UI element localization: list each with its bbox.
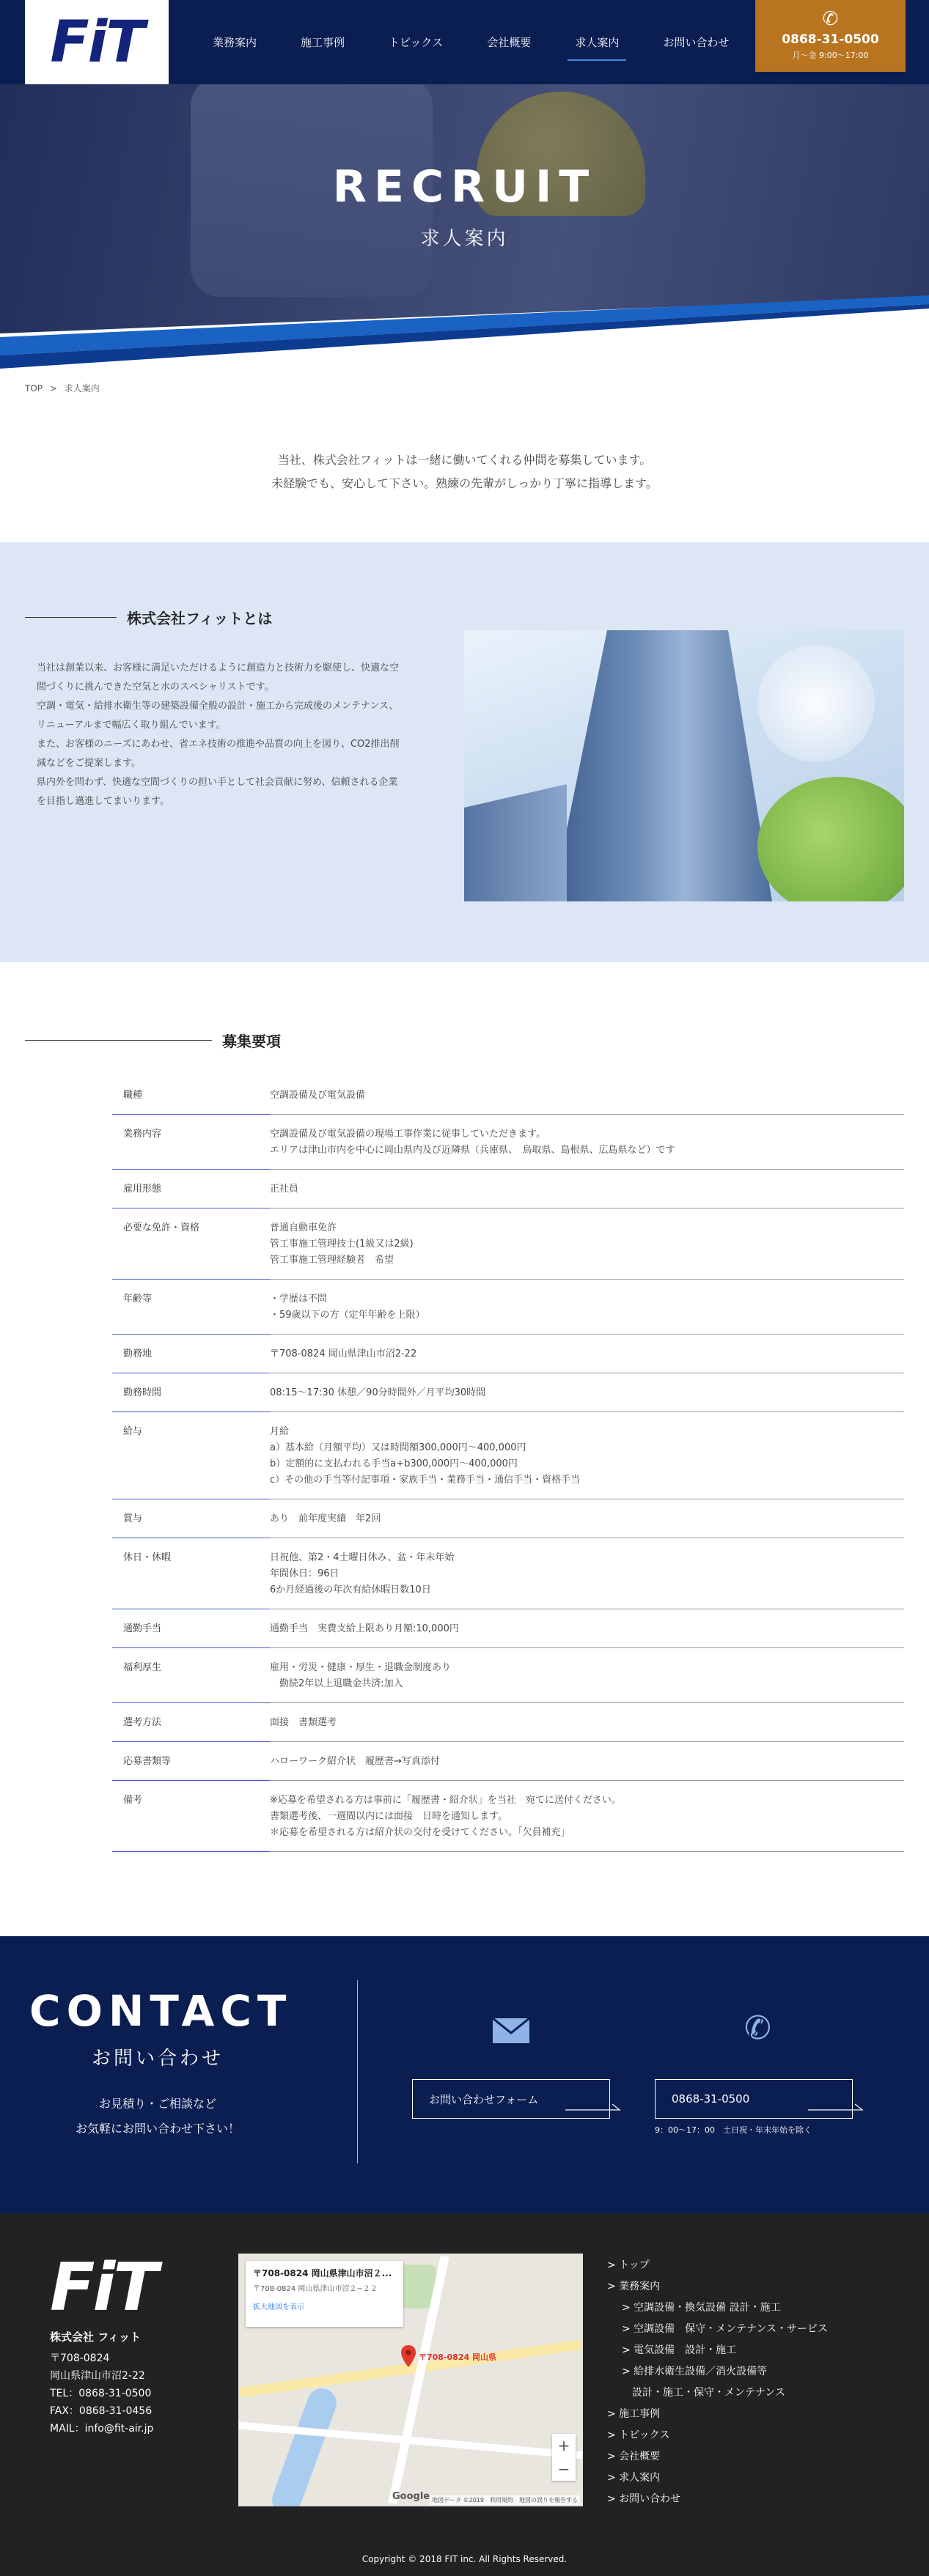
- about-heading: [25, 607, 272, 628]
- recruit-heading-text: 募集要項: [222, 1033, 281, 1050]
- image-glare: [757, 645, 875, 762]
- table-row: [112, 1499, 904, 1538]
- about-line: また、お客様のニーズにあわせ、省エネ技術の推進や品質の向上を図り、CO2排出削: [37, 739, 400, 750]
- row-label: 職種: [112, 1076, 270, 1114]
- row-value-line: 勤続2年以上退職金共済:加入: [270, 1678, 403, 1689]
- row-value: [270, 1742, 904, 1780]
- mail-icon: [493, 2018, 529, 2043]
- row-label: 年齢等: [112, 1280, 270, 1334]
- contact-divider: [357, 1980, 358, 2163]
- contact-section: [0, 1936, 929, 2213]
- table-row: [112, 1170, 904, 1208]
- map-zoom-controls: [552, 2434, 576, 2481]
- heading-line: [25, 1040, 212, 1041]
- table-row: [112, 1115, 904, 1170]
- map-info-card: [246, 2261, 403, 2327]
- map-info-title: 〒708-0824 岡山県津山市沼２...: [253, 2268, 392, 2278]
- footer-link[interactable]: > 業務案内: [607, 2281, 661, 2292]
- row-value: [270, 1538, 904, 1609]
- arrow-right-icon: [565, 2102, 625, 2111]
- contact-desc-line: お気軽にお問い合わせ下さい！: [75, 2122, 240, 2136]
- footer-link[interactable]: > 空調設備・換気設備 設計・施工: [622, 2302, 781, 2314]
- map-pin-icon[interactable]: [401, 2345, 416, 2367]
- row-value-line: ※応募を希望される方は事前に「履歴書・紹介状」を当社 宛てに送付ください。: [270, 1795, 621, 1806]
- footer-links: [607, 2255, 828, 2510]
- recruit-table: [112, 1076, 904, 1852]
- footer-link[interactable]: > トピックス: [607, 2429, 670, 2441]
- row-value-line: b）定額的に支払われる手当a+b300,000円～400,000円: [270, 1458, 518, 1469]
- contact-hours: 9：00～17：00 土日祝・年末年始を除く: [655, 2125, 812, 2135]
- map-pin-label: 〒708-0824 岡山県: [419, 2352, 496, 2362]
- image-tree: [757, 777, 904, 901]
- recruit-heading: [25, 1030, 281, 1051]
- about-line: 当社は創業以来、お客様に満足いただけるように創造力と技術力を駆使し、快適な空: [37, 663, 400, 673]
- row-label: 選考方法: [112, 1703, 270, 1741]
- about-heading-text: 株式会社フィットとは: [127, 610, 273, 627]
- breadcrumb: [25, 382, 104, 394]
- row-value-line: 空調設備及び電気設備: [270, 1090, 366, 1101]
- footer-link[interactable]: > 給排水衛生設備／消火設備等: [622, 2366, 768, 2377]
- footer-link[interactable]: > 電気設備 設計・施工: [622, 2344, 737, 2356]
- about-line: 間づくりに挑んできた空気と水のスペシャリストです。: [37, 682, 274, 693]
- map-info-address: 〒708-0824 岡山県津山市沼２−２２: [253, 2285, 378, 2293]
- map-river: [268, 2385, 340, 2506]
- row-label: 通勤手当: [112, 1609, 270, 1647]
- row-value-line: c）その他の手当等付記事項・家族手当・業務手当・通信手当・資格手当: [270, 1475, 581, 1486]
- row-value: [270, 1115, 904, 1169]
- row-label: 応募書類等: [112, 1742, 270, 1780]
- row-value-line: 書類選考後、一週間以内には面接 日時を通知します。: [270, 1811, 507, 1822]
- row-value: [270, 1609, 904, 1647]
- footer-link[interactable]: > 施工事例: [607, 2408, 661, 2420]
- footer-logo[interactable]: FiT: [50, 2249, 156, 2326]
- about-line: 空調・電気・給排水衛生等の建築設備全般の設計・施工から完成後のメンテナンス、: [37, 701, 399, 712]
- row-value-line: 空調設備及び電気設備の現場工事作業に従事していただきます。: [270, 1129, 546, 1140]
- nav-company[interactable]: 会社概要: [487, 36, 532, 49]
- nav-services[interactable]: 業務案内: [213, 36, 257, 49]
- footer-link[interactable]: > お問い合わせ: [607, 2493, 681, 2505]
- row-value: [270, 1208, 904, 1279]
- hero-title: RECRUIT: [332, 161, 597, 213]
- phone-icon: ✆: [744, 2009, 771, 2047]
- arrow-right-icon: [808, 2102, 868, 2111]
- nav-works[interactable]: 施工事例: [301, 36, 345, 49]
- image-tower: [552, 630, 772, 901]
- row-label: 勤務時間: [112, 1373, 270, 1411]
- logo[interactable]: [25, 0, 169, 84]
- zoom-out-button[interactable]: −: [557, 2460, 570, 2478]
- header-tel-hours: 月～金 9:00～17:00: [792, 51, 869, 60]
- contact-title: CONTACT: [29, 1986, 293, 2036]
- row-value-line: a）基本給（月額平均）又は時間額300,000円～400,000円: [270, 1442, 526, 1453]
- row-value: [270, 1412, 904, 1499]
- row-value-line: 月給: [270, 1426, 290, 1437]
- row-label: 福利厚生: [112, 1648, 270, 1702]
- logo-text: FiT: [50, 9, 144, 75]
- row-value-line: 〒708-0824 岡山県津山市沼2-22: [270, 1348, 417, 1359]
- table-row: [112, 1781, 904, 1852]
- footer-link[interactable]: > 会社概要: [607, 2451, 661, 2462]
- table-row: [112, 1280, 904, 1335]
- about-line: 県内外を問わず、快適な空間づくりの担い手として社会貢献に努め、信頼される企業: [37, 777, 398, 788]
- row-value: [270, 1373, 904, 1411]
- table-row: [112, 1208, 904, 1280]
- row-value: [270, 1781, 904, 1851]
- contact-tel-button[interactable]: [655, 2079, 853, 2119]
- contact-subtitle: お問い合わせ: [91, 2048, 224, 2070]
- zoom-in-button[interactable]: +: [557, 2437, 570, 2454]
- row-label: 業務内容: [112, 1115, 270, 1169]
- table-row: [112, 1703, 904, 1742]
- contact-desc-line: お見積り・ご相談など: [98, 2097, 216, 2111]
- table-row: [112, 1335, 904, 1373]
- footer-link[interactable]: 設計・施工・保守・メンテナンス: [632, 2387, 785, 2399]
- footer-link[interactable]: > 求人案内: [607, 2472, 661, 2484]
- row-label: 給与: [112, 1412, 270, 1499]
- about-line: を目指し邁進してまいります。: [37, 796, 169, 807]
- contact-form-label: お問い合わせフォーム: [429, 2092, 539, 2106]
- nav-topics[interactable]: トピックス: [389, 36, 444, 49]
- site-footer: [0, 2213, 929, 2576]
- row-value-line: 雇用・労災・健康・厚生・退職金制度あり: [270, 1662, 452, 1673]
- row-value-line: ハローワーク紹介状 履歴書→写真添付: [270, 1756, 440, 1767]
- intro-text: [0, 449, 929, 495]
- row-value-line: 08:15～17:30 休憩／90分時間外／月平均30時間: [270, 1387, 486, 1398]
- map-google-logo: Google: [392, 2491, 430, 2502]
- map-enlarge-link[interactable]: 拡大地図を表示: [253, 2303, 304, 2311]
- row-value-line: ＊応募を希望される方は紹介状の交付を受けてください。「欠員補充」: [270, 1827, 570, 1838]
- about-section: [0, 542, 929, 962]
- contact-tel-label: 0868-31-0500: [672, 2092, 750, 2106]
- about-line: 減などをご提案します。: [37, 758, 141, 769]
- row-value-line: ・学歴は不問: [270, 1293, 328, 1304]
- row-value: [270, 1280, 904, 1334]
- copyright: Copyright © 2018 FIT inc. All Rights Reserved.: [361, 2554, 568, 2564]
- row-value-line: 面接 書類選考: [270, 1717, 337, 1728]
- table-row: [112, 1538, 904, 1609]
- nav-contact[interactable]: お問い合わせ: [663, 36, 730, 49]
- row-value: [270, 1703, 904, 1741]
- intro-line: 当社、株式会社フィットは一緒に働いてくれる仲間を募集しています。: [277, 453, 652, 467]
- row-value: [270, 1648, 904, 1702]
- row-value-line: 管工事施工管理経験者 希望: [270, 1255, 394, 1266]
- heading-line: [25, 617, 117, 618]
- nav-recruit[interactable]: 求人案内: [575, 0, 619, 84]
- about-text: [37, 659, 455, 811]
- row-label: 賞与: [112, 1499, 270, 1538]
- breadcrumb-home[interactable]: TOP: [25, 383, 43, 394]
- footer-fax: FAX：0868-31-0456: [50, 2405, 153, 2417]
- contact-form-button[interactable]: [412, 2079, 610, 2119]
- row-value-line: 年間休日：96日: [270, 1568, 339, 1579]
- row-label: 雇用形態: [112, 1170, 270, 1208]
- row-value: [270, 1170, 904, 1208]
- header-tel-box[interactable]: [755, 0, 906, 72]
- footer-mail[interactable]: MAIL：info@fit-air.jp: [50, 2423, 154, 2435]
- row-value-line: 6か月経過後の年次有給休暇日数10日: [270, 1584, 431, 1595]
- footer-map[interactable]: [238, 2254, 583, 2506]
- main-nav: [191, 0, 751, 84]
- table-row: [112, 1076, 904, 1115]
- building-image: [464, 630, 904, 901]
- row-label: 休日・休暇: [112, 1538, 270, 1609]
- hero-banner: [0, 84, 929, 370]
- table-row: [112, 1412, 904, 1499]
- row-value-line: 管工事施工管理技士(1級又は2級): [270, 1239, 414, 1250]
- table-row: [112, 1373, 904, 1412]
- row-label: 勤務地: [112, 1335, 270, 1373]
- table-row: [112, 1609, 904, 1648]
- table-row: [112, 1648, 904, 1703]
- row-value-line: 通勤手当 実費支給上限あり月額:10,000円: [270, 1623, 459, 1634]
- row-label: 備考: [112, 1781, 270, 1851]
- phone-icon: ✆: [822, 8, 839, 30]
- footer-link[interactable]: > 空調設備 保守・メンテナンス・サービス: [622, 2323, 829, 2335]
- row-value-line: あり 前年度実績 年2回: [270, 1513, 381, 1524]
- map-credit[interactable]: 地図データ ©2019 利用規約 地図の誤りを報告する: [430, 2495, 580, 2505]
- footer-company: 株式会社 フィット: [50, 2330, 142, 2344]
- footer-postal: 〒708-0824: [50, 2352, 110, 2364]
- intro-line: 未経験でも、安心して下さい。熟練の先輩がしっかり丁寧に指導します。: [271, 476, 658, 490]
- image-building: [464, 784, 567, 901]
- breadcrumb-separator: >: [49, 383, 57, 394]
- table-row: [112, 1742, 904, 1781]
- row-value-line: 普通自動車免許: [270, 1222, 337, 1233]
- row-value-line: 日祝他、第2・4土曜日休み、盆・年末年始: [270, 1552, 455, 1563]
- breadcrumb-current: 求人案内: [64, 383, 100, 394]
- footer-link[interactable]: > トップ: [607, 2259, 650, 2271]
- contact-description: [29, 2092, 286, 2141]
- row-label: 必要な免許・資格: [112, 1208, 270, 1279]
- site-header: [0, 0, 929, 84]
- footer-address: 岡山県津山市沼2-22: [50, 2370, 145, 2382]
- row-value-line: 正社員: [270, 1184, 299, 1195]
- about-line: リニューアルまで幅広く取り組んでいます。: [37, 720, 226, 731]
- footer-info: [50, 2350, 153, 2437]
- footer-tel: TEL：0868-31-0500: [50, 2388, 152, 2399]
- row-value-line: ・59歳以下の方（定年年齢を上限）: [270, 1310, 425, 1321]
- row-value: [270, 1499, 904, 1538]
- row-value: [270, 1335, 904, 1373]
- row-value-line: エリアは津山市内を中心に岡山県内及び近隣県（兵庫県、 鳥取県、島根県、広島県など）です: [270, 1145, 675, 1156]
- row-value: [270, 1076, 904, 1114]
- hero-subtitle: 求人案内: [420, 228, 509, 250]
- header-tel-number: 0868-31-0500: [782, 32, 879, 47]
